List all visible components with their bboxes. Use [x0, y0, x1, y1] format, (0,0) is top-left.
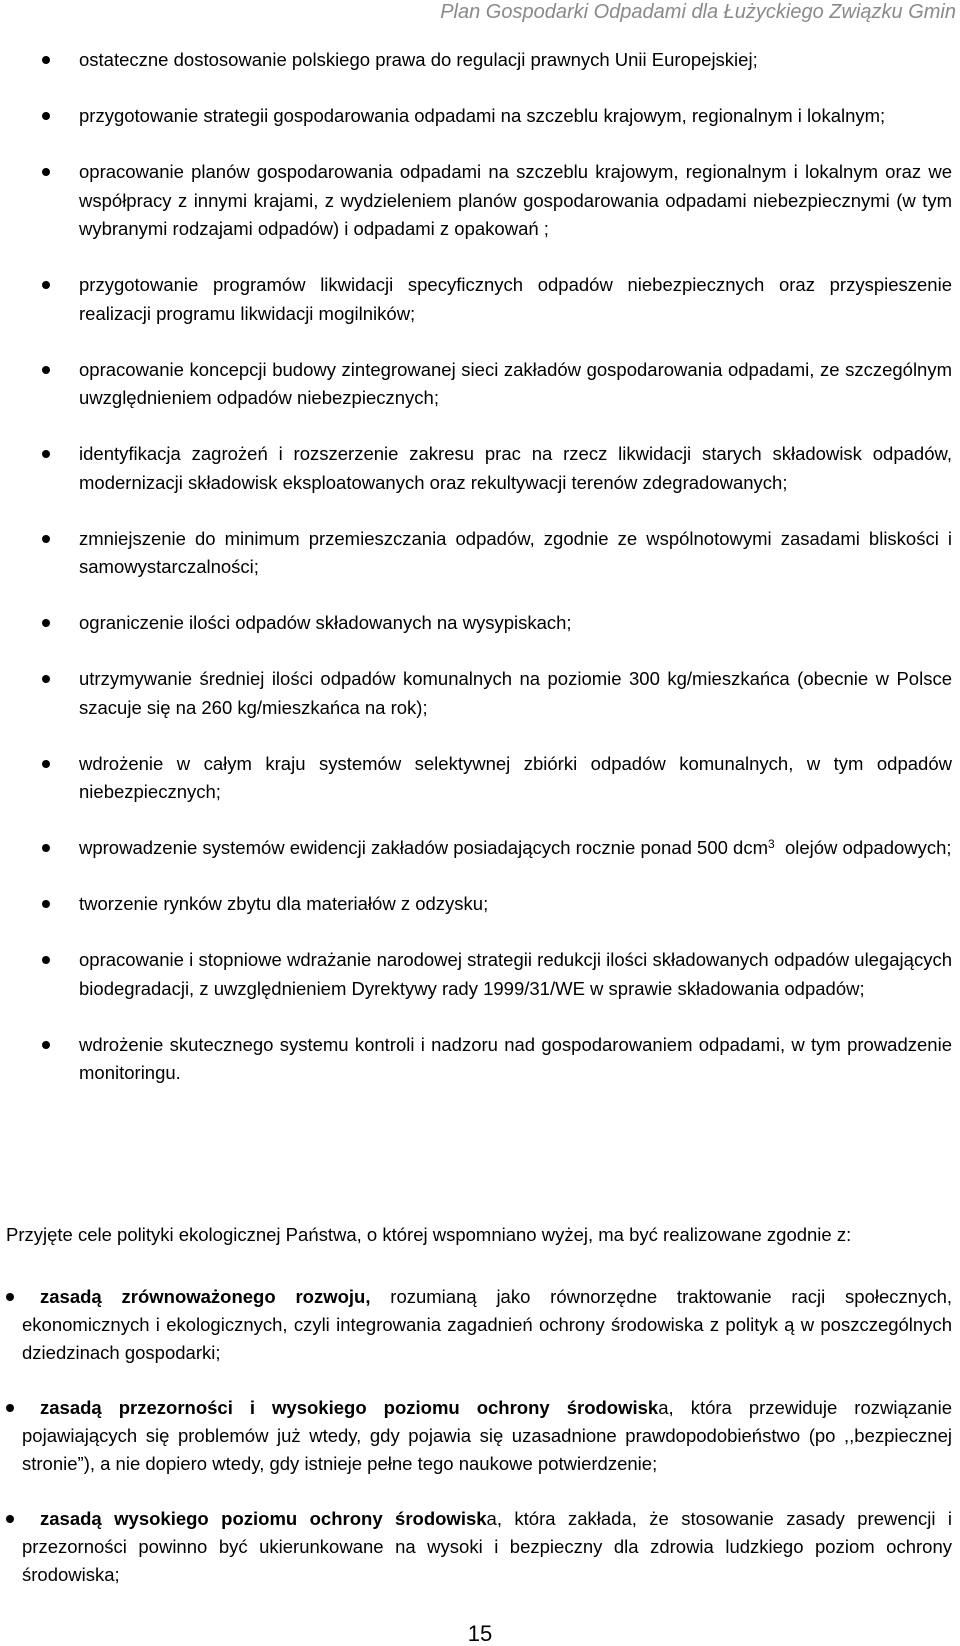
list-item [0, 440, 960, 497]
bullet-icon [42, 760, 50, 768]
bullet-icon [42, 619, 50, 627]
bullet-icon [42, 1041, 50, 1049]
bullet-icon [42, 956, 50, 964]
bullet-icon [6, 1515, 14, 1523]
list-item [0, 46, 960, 75]
bullet-icon [42, 450, 50, 458]
running-header: Plan Gospodarki Odpadami dla Łużyckiego Związku Gmin [440, 1, 956, 23]
list-item [0, 1031, 960, 1088]
principle-text: a, która przewiduje rozwiązanie pojawiających się problemów już wtedy, gdy pojawia się uzasadnione prawdopodobieństwo (po ,,bezpiecznej stronie”), a nie dopiero wtedy, gdy istnieje pełne tego naukowe potwierdzenie; [22, 1397, 952, 1474]
bullet-icon [42, 366, 50, 374]
list-item [0, 750, 960, 807]
list-item-text: identyfikacja zagrożeń i rozszerzenie zakresu prac na rzecz likwidacji starych składowisk odpadów, modernizacji składowisk eksploatowanych oraz rekultywacji terenów zdegradowanych; [79, 443, 952, 493]
list-item-text: wdrożenie w całym kraju systemów selektywnej zbiórki odpadów komunalnych, w tym odpadów niebezpiecznych; [79, 752, 952, 802]
bullet-icon [42, 168, 50, 176]
list-item [0, 158, 960, 244]
bullet-icon [42, 535, 50, 543]
list-item-text: przygotowanie programów likwidacji specyficznych odpadów niebezpiecznych oraz przyspieszenie realizacji programu likwidacji mogilników; [79, 274, 952, 324]
list-item [0, 271, 960, 328]
list-item [0, 946, 960, 1003]
principle-lead: zasadą przezorności i wysokiego poziomu ochrony środowisk [40, 1397, 659, 1418]
page-number: 15 [467, 1621, 493, 1646]
list-item-text: ostateczne dostosowanie polskiego prawa do regulacji prawnych Unii Europejskiej; [79, 49, 758, 70]
bullet-icon [6, 1293, 14, 1301]
bullet-icon [42, 900, 50, 908]
superscript-exponent: 3 [767, 837, 775, 851]
list-item-text: utrzymywanie średniej ilości odpadów komunalnych na poziomie 300 kg/mieszkańca (obecnie w Polsce szacuje się na 260 kg/mieszkańca na rok); [79, 668, 952, 718]
list-item [0, 1505, 960, 1589]
list-item-text: przygotowanie strategii gospodarowania odpadami na szczeblu krajowym, regionalnym i lokalnym; [79, 105, 886, 126]
list-item-text-tail: olejów odpadowych; [774, 837, 952, 858]
list-item-text: tworzenie rynków zbytu dla materiałów z odzysku; [79, 893, 489, 914]
bullet-icon [42, 675, 50, 683]
bullet-icon [6, 1404, 14, 1412]
intro-paragraph: Przyjęte cele polityki ekologicznej Państwa, o której wspomniano wyżej, ma być realizowane zgodnie z: [6, 1224, 852, 1245]
principle-text: rozumianą jako równorzędne traktowanie racji społecznych, ekonomicznych i ekologicznych, czyli integrowania zagadnień ochrony środowiska z polityk ą w poszczególnych dziedzinach gospodarki; [22, 1286, 952, 1363]
list-item [0, 609, 960, 638]
list-item-text: opracowanie koncepcji budowy zintegrowanej sieci zakładów gospodarowania odpadami, ze szczególnym uwzględnieniem odpadów niebezpiecznych; [79, 358, 952, 408]
principle-lead: zasadą zrównoważonego rozwoju, [40, 1286, 371, 1307]
list-item [0, 1394, 960, 1478]
list-item [0, 525, 960, 582]
principle-text: a, która zakłada, że stosowanie zasady prewencji i przezorności powinno być ukierunkowane na wysoki i bezpieczny dla zdrowia ludzkiego poziom ochrony środowiska; [22, 1508, 952, 1585]
bullet-icon [42, 112, 50, 120]
bullet-icon [42, 56, 50, 64]
list-item [0, 102, 960, 131]
list-item-text: wprowadzenie systemów ewidencji zakładów posiadających rocznie ponad 500 dcm [79, 837, 768, 858]
list-item-text: ograniczenie ilości odpadów składowanych na wysypiskach; [79, 612, 572, 633]
list-item [0, 665, 960, 722]
list-item [0, 1283, 960, 1367]
list-item-text: zmniejszenie do minimum przemieszczania odpadów, zgodnie ze wspólnotowymi zasadami bliskości i samowystarczalności; [79, 527, 952, 577]
principle-lead: zasadą wysokiego poziomu ochrony środowisk [40, 1508, 487, 1529]
list-item-text: opracowanie planów gospodarowania odpadami na szczeblu krajowym, regionalnym i lokalnym oraz we współpracy z innymi krajami, z wydzieleniem planów gospodarowania odpadami niebezpiecznymi (w tym wybranymi rodzajami odpadów) i odpadami z opakowań ; [79, 161, 952, 239]
list-item [0, 834, 960, 863]
list-item [0, 890, 960, 919]
bullet-icon [42, 844, 50, 852]
objectives-list [0, 46, 960, 1115]
bullet-icon [42, 281, 50, 289]
list-item [0, 356, 960, 413]
principles-list [0, 1283, 960, 1616]
list-item-text: wdrożenie skutecznego systemu kontroli i nadzoru nad gospodarowaniem odpadami, w tym prowadzenie monitoringu. [79, 1033, 952, 1083]
list-item-text: opracowanie i stopniowe wdrażanie narodowej strategii redukcji ilości składowanych odpadów ulegających biodegradacji, z uwzględnieniem Dyrektywy rady 1999/31/WE w sprawie składowania odpadów; [79, 949, 952, 999]
